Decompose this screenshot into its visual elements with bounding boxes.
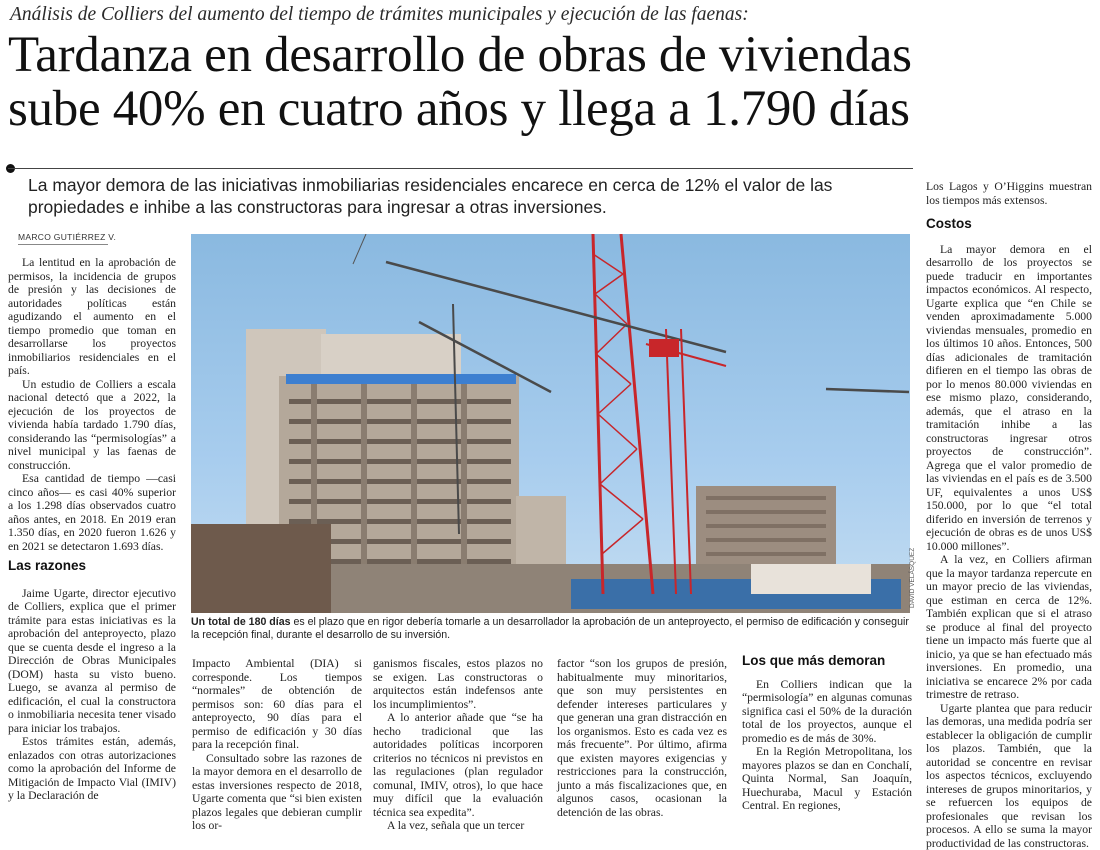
- caption-text: es el plazo que en rigor debería tomarle a un desarrollador la aprobación de un anteproyecto, el permiso de edificación y conseguir la recepción final, durante el desarrollo de su inversión.: [191, 616, 909, 641]
- construction-photo: [191, 234, 910, 613]
- paragraph: ganismos fiscales, estos plazos no se exigen. Las constructoras o arquitectos están indefensos ante los incumplimientos”.: [373, 657, 543, 711]
- column-6: [926, 180, 1092, 850]
- headline-rule: [8, 168, 913, 169]
- paragraph: Esa cantidad de tiempo —casi cinco años— es casi 40% superior a los 1.298 días observados cuatro años antes, en 2018. En 2019 eran 1.350 días, en 2020 fueron 1.626 y en 2021 se detectaron 1.693 días.: [8, 472, 176, 553]
- paragraph: En la Región Metropolitana, los mayores plazos se dan en Conchalí, Quinta Normal, San Joaquín, Huechuraba, Macul y Estación Central. En regiones,: [742, 745, 912, 813]
- headline-line-2: sube 40% en cuatro años y llega a 1.790 días: [8, 81, 910, 137]
- column-5: [742, 654, 912, 813]
- paragraph: A lo anterior añade que “se ha hecho tradicional que las autoridades políticas incorporen criterios no técnicos ni previstos en las regulaciones (plan regulador comunal, IMIV, otros), lo que hace muy difícil que la evaluación técnica sea expedita”.: [373, 711, 543, 819]
- headline: [8, 28, 1098, 136]
- paragraph: factor “son los grupos de presión, habitualmente muy minoritarios, que son muy persistentes en defender intereses particulares y que generan una gran distracción en los organismos. Esto es cada vez es más frecuente”. Por último, afirma que existen mayores exigencias y restricciones para la construcción, junto a más fiscalizaciones que, en algunos casos, ocasionan la detención de las obras.: [557, 657, 727, 819]
- paragraph: Los Lagos y O’Higgins muestran los tiempos más extensos.: [926, 180, 1092, 207]
- subhead-los-que-mas-demoran: Los que más demoran: [742, 654, 912, 668]
- deck: La mayor demora de las iniciativas inmobiliarias residenciales encarece en cerca de 12% el valor de las propiedades e inhibe a las constructoras para ingresar a otras inversiones.: [28, 174, 908, 218]
- byline: MARCO GUTIÉRREZ V.: [18, 232, 116, 242]
- headline-line-1: Tardanza en desarrollo de obras de viviendas: [8, 27, 912, 83]
- paragraph: Consultado sobre las razones de la mayor demora en el desarrollo de estas inversiones respecto de 2018, Ugarte comenta que “si bien existen plazos legales que debieran cumplir los or-: [192, 752, 362, 833]
- paragraph: Estos trámites están, además, enlazados con otras autorizaciones como la aprobación del Informe de Mitigación de Impacto Vial (IMIV) y la Declaración de: [8, 735, 176, 803]
- paragraph: Impacto Ambiental (DIA) si corresponde. Los tiempos “normales” de obtención de permisos son: 60 días para el anteproyecto, 90 días para el permiso de edificación y 30 días para la recepción final.: [192, 657, 362, 752]
- paragraph: La mayor demora en el desarrollo de los proyectos se puede traducir en importantes impactos económicos. Al respecto, Ugarte explica que “en Chile se venden aproximadamente 5.000 viviendas mensuales, promedio en los últimos 10 años. Entonces, 500 días adicionales de tramitación difieren en el tiempo las obras de por lo menos 80.000 viviendas en ese mismo plazo, considerando, además, que el atraso en la tramitación inhibe a las constructoras ingresar otros proyectos de construcción”. Agrega que el valor promedio de las viviendas en el país es de 3.500 UF, equivalentes a unos US$ 150.000, por lo que “el total diferido en inversión de terrenos y ejecución de obras es de unos US$ 10.000 millones”.: [926, 243, 1092, 554]
- byline-rule: [18, 244, 108, 245]
- construction-scene-illustration: [191, 234, 910, 613]
- paragraph: La lentitud en la aprobación de permisos, la incidencia de grupos de presión y las decisiones de autoridades políticas están agudizando el aumento en el tiempo promedio que toman en desarrollarse los proyectos inmobiliarios residenciales en el país.: [8, 256, 176, 378]
- column-2: [192, 657, 362, 833]
- caption-lead: Un total de 180 días: [191, 616, 291, 628]
- paragraph: Un estudio de Colliers a escala nacional detectó que a 2022, la ejecución de los proyectos de vivienda había tardado 1.790 días, considerando las “permisologías” a nivel municipal y las faenas de construcción.: [8, 378, 176, 473]
- subhead-razones: Las razones: [8, 559, 176, 573]
- column-1: [8, 256, 176, 803]
- column-3: [373, 657, 543, 833]
- paragraph: Jaime Ugarte, director ejecutivo de Colliers, explica que el primer trámite para estas iniciativas es la aprobación del anteproyecto, plazo que se cuenta desde el ingreso a la Dirección de Obras Municipales (DOM) hasta su visto bueno. Luego, se avanza al permiso de edificación, el cual la constructora o inmobiliaria necesita tener visado para iniciar los trabajos.: [8, 587, 176, 736]
- paragraph: A la vez, en Colliers afirman que la mayor tardanza repercute en un mayor precio de las viviendas, que estiman en cerca de 12%. También explican que si el atraso se produce al final del proyecto tiene un impacto más fuerte que al inicio, ya que se han efectuado más inversiones. En promedio, una iniciativa se encarece 2% por cada trimestre de retraso.: [926, 553, 1092, 702]
- paragraph: Ugarte plantea que para reducir las demoras, una medida podría ser establecer la obligación de cumplir los plazos. También, que la autoridad se concentre en revisar los aspectos técnicos, excluyendo intereses de grupos minoritarios, y se refuercen los equipos de profesionales que revisan los procesos. A ello se suma la mayor productividad de las constructoras.: [926, 702, 1092, 850]
- kicker: Análisis de Colliers del aumento del tiempo de trámites municipales y ejecución de las faenas:: [10, 4, 1090, 26]
- subhead-costos: Costos: [926, 217, 1092, 231]
- photo-caption: [191, 616, 913, 642]
- paragraph: A la vez, señala que un tercer: [373, 819, 543, 833]
- paragraph: En Colliers indican que la “permisología” en algunas comunas significa casi el 50% de la duración total de los proyectos, aunque el promedio es de más de 30%.: [742, 678, 912, 746]
- photo-credit: DAVID VELÁSQUEZ: [909, 548, 921, 608]
- column-4: [557, 657, 727, 819]
